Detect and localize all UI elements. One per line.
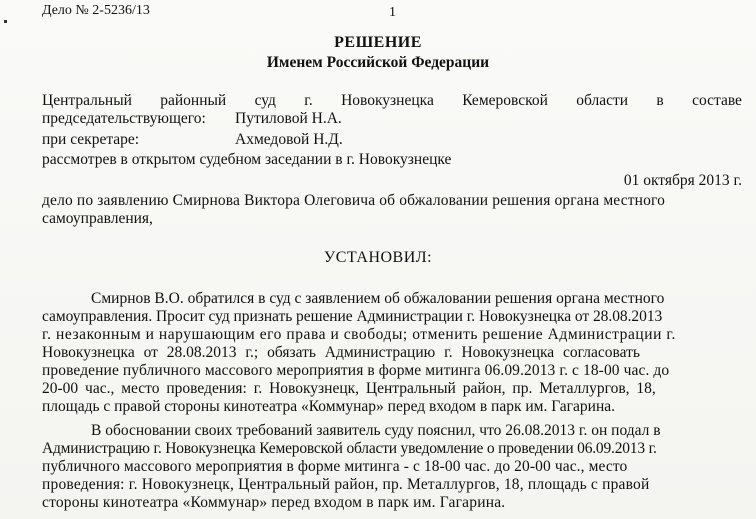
session-line: рассмотрев в открытом судебном заседании в г. Новокузнецке	[42, 151, 452, 168]
body-line: площадь с правой стороны кинотеатра «Коммунар» перед входом в парк им. Гагарина.	[42, 398, 615, 415]
body-line: проведение публичного массового мероприятия в форме митинга 06.09.2013 г. с 18-00 час. до	[42, 362, 670, 379]
body-line: Новокузнецка от 28.08.2013 г.; обязать Администрацию г. Новокузнецка согласовать	[42, 344, 640, 361]
body-line: 20-00 час., место проведения: г. Новокузнецк, Центральный район, пр. Металлургов, 18,	[42, 380, 656, 397]
presiding-name: Путиловой Н.А.	[235, 110, 342, 127]
presiding-label: председательствующего:	[42, 110, 206, 127]
secretary-name: Ахмедовой Н.Д.	[235, 131, 343, 148]
case-number: Дело № 2-5236/13	[42, 3, 150, 18]
body-line: проведения: г. Новокузнецк, Центральный район, пр. Металлургов, 18, площадь с правой	[42, 476, 650, 493]
court-word: составе	[692, 92, 742, 109]
body-line: стороны кинотеатра «Коммунар» перед входом в парк им. Гагарина.	[42, 494, 506, 511]
document-title: РЕШЕНИЕ	[334, 34, 422, 51]
body-line: В обосновании своих требований заявитель суду пояснил, что 26.08.2013 г. он подал в	[91, 422, 661, 439]
body-line: Администрацию г. Новокузнецка Кемеровской области уведомление о проведении 06.09.2013 г.	[42, 440, 657, 457]
scan-mark	[4, 20, 7, 23]
page-number: 1	[389, 5, 396, 20]
case-description-line: дело по заявлению Смирнова Виктора Олеговича об обжаловании решения органа местного	[42, 192, 666, 209]
body-line: Смирнов В.О. обратился в суд с заявлением об обжаловании решения органа местного	[91, 290, 665, 307]
court-word: области	[576, 92, 629, 109]
court-word: г.	[304, 92, 313, 109]
court-word: Центральный	[42, 92, 132, 109]
court-word: суд	[254, 92, 276, 109]
court-word: районный	[160, 92, 227, 109]
case-description-line: самоуправления,	[42, 210, 153, 227]
document-subtitle: Именем Российской Федерации	[266, 54, 490, 71]
decision-date: 01 октября 2013 г.	[623, 172, 742, 189]
section-title: УСТАНОВИЛ:	[323, 249, 433, 266]
body-line: публичного массового мероприятия в форме митинга - с 18-00 час. до 20-00 час., место	[42, 458, 628, 475]
body-line: самоуправления. Просит суд признать решение Администрации г. Новокузнецка от 28.08.2013	[42, 308, 663, 325]
court-word: Новокузнецка	[341, 92, 434, 109]
court-word: Кемеровской	[462, 92, 548, 109]
court-word: в	[656, 92, 664, 109]
body-line: г. незаконным и нарушающим его права и свободы; отменить решение Администрации г.	[42, 326, 676, 343]
secretary-label: при секретаре:	[42, 131, 140, 148]
court-line	[42, 92, 742, 110]
